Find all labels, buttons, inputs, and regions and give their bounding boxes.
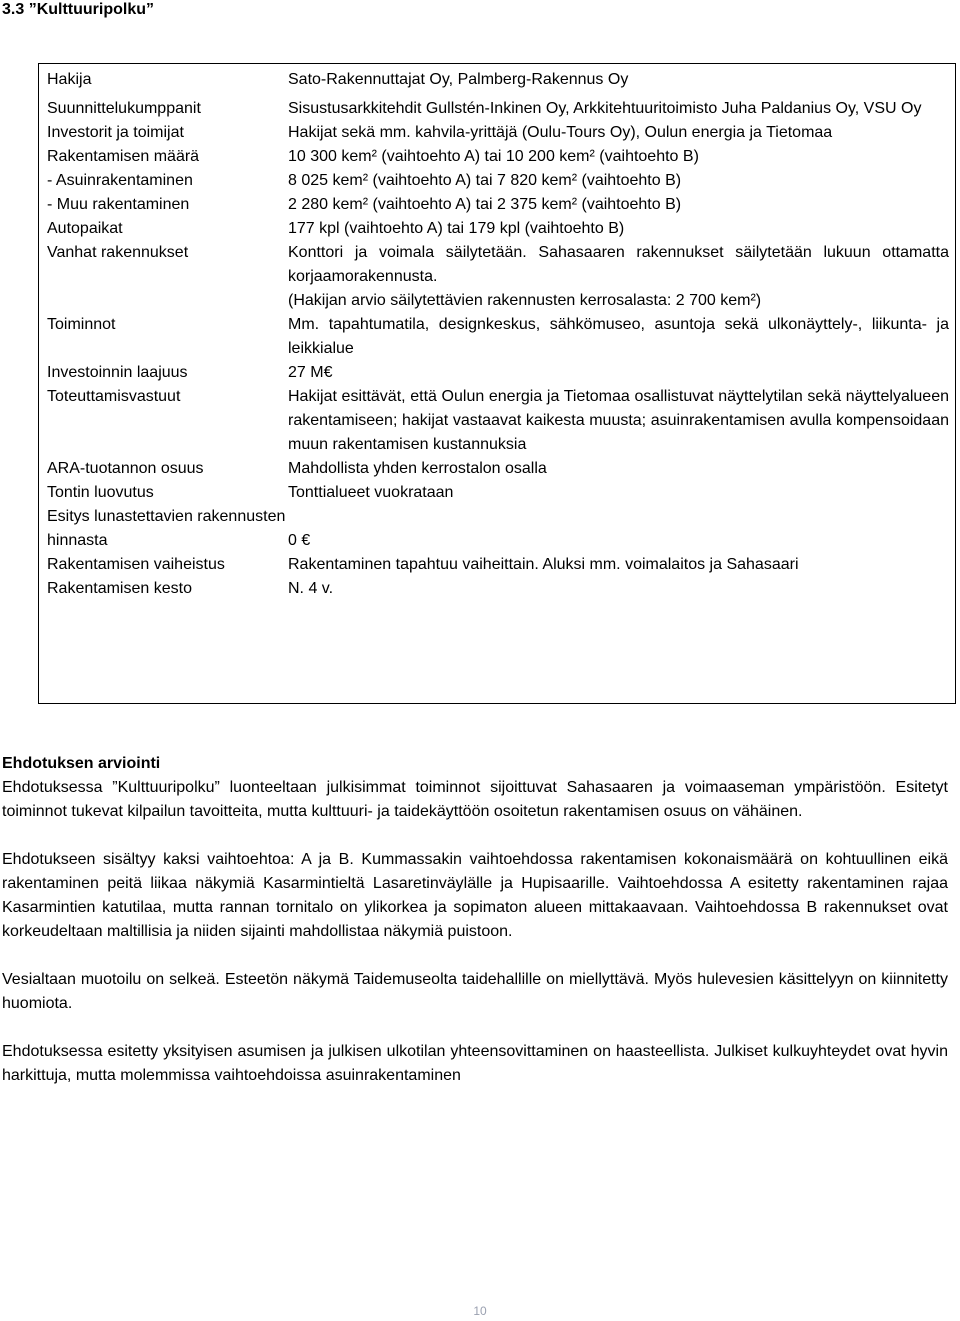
- row-label: Rakentamisen vaiheistus: [47, 556, 225, 573]
- row-label: Hakija: [47, 71, 92, 88]
- table-row: [47, 169, 949, 193]
- row-value-text: Konttori ja voimala säilytetään. Sahasaaren rakennukset säilytetään lukuun ottamatta korjaamorakennusta.: [288, 244, 949, 285]
- evaluation-paragraph: Ehdotukseen sisältyy kaksi vaihtoehtoa: A ja B. Kummassakin vaihtoehdossa rakentamisen kokonaismäärä on kohtuullinen eikä rakentaminen peitä liikaa näkymiä Kasarmintieltä Lasaretinväylälle ja Hupisaarille. Vaihtoehdossa A esitetty rakentaminen rajaa Kasarmintien katutilaa, mutta rannan tornitalo on ylikorkea ja sopimaton alueen mittakaavaan. Vaihtoehdossa B rakennukset ovat korkeudeltaan maltillisia ja niiden sijainti mahdollistaa näkymiä puistoon.: [2, 851, 948, 940]
- row-value: 10 300 kem² (vaihtoehto A) tai 10 200 kem² (vaihtoehto B): [288, 148, 699, 165]
- row-label: Investoinnin laajuus: [47, 364, 188, 381]
- table-row: [47, 68, 949, 97]
- row-label: Suunnittelukumppanit: [47, 100, 201, 117]
- row-label: ARA-tuotannon osuus: [47, 460, 204, 477]
- evaluation-paragraph: Ehdotuksessa esitetty yksityisen asumisen ja julkisen ulkotilan yhteensovittaminen on haasteellista. Julkiset kulkuyhteydet ovat hyvin harkittuja, mutta molemmissa vaihtoehdoissa asuinrakentaminen: [2, 1043, 948, 1084]
- table-row: [47, 481, 949, 505]
- table-row: [47, 193, 949, 217]
- table-row: [47, 457, 949, 481]
- table-row: [47, 313, 949, 361]
- table-row: [47, 217, 949, 241]
- proposal-info-box: [38, 63, 956, 704]
- row-label: - Muu rakentaminen: [47, 196, 190, 213]
- row-label: Investorit ja toimijat: [47, 124, 184, 141]
- row-value: N. 4 v.: [288, 580, 334, 597]
- section-title: 3.3 ”Kulttuuripolku”: [2, 1, 154, 18]
- row-label: - Asuinrakentaminen: [47, 172, 193, 189]
- row-label: Rakentamisen määrä: [47, 148, 200, 165]
- row-label: Esitys lunastettavien rakennusten hinnasta: [47, 508, 286, 549]
- row-value: [288, 241, 949, 313]
- row-label: Toiminnot: [47, 316, 116, 333]
- table-row: [47, 385, 949, 457]
- row-value: 2 280 kem² (vaihtoehto A) tai 2 375 kem² (vaihtoehto B): [288, 196, 682, 213]
- row-value: 8 025 kem² (vaihtoehto A) tai 7 820 kem² (vaihtoehto B): [288, 172, 682, 189]
- row-label: Toteuttamisvastuut: [47, 388, 181, 405]
- row-value: Hakijat sekä mm. kahvila-yrittäjä (Oulu-Tours Oy), Oulun energia ja Tietomaa: [288, 124, 833, 141]
- table-row: [47, 145, 949, 169]
- row-value: 0 €: [288, 532, 311, 549]
- table-row: [47, 577, 949, 601]
- row-value: Rakentaminen tapahtuu vaiheittain. Aluksi mm. voimalaitos ja Sahasaari: [288, 556, 799, 573]
- table-row: [47, 505, 949, 553]
- row-label: Autopaikat: [47, 220, 123, 237]
- row-label: Tontin luovutus: [47, 484, 154, 501]
- row-value: 177 kpl (vaihtoehto A) tai 179 kpl (vaihtoehto B): [288, 220, 625, 237]
- evaluation-heading: Ehdotuksen arviointi: [2, 755, 161, 772]
- table-row: [47, 121, 949, 145]
- row-value: Sisustusarkkitehdit Gullstén-Inkinen Oy, Arkkitehtuuritoimisto Juha Paldanius Oy, VSU Oy: [288, 100, 922, 117]
- row-value: Hakijat esittävät, että Oulun energia ja Tietomaa osallistuvat näyttelytilan sekä näyttelyalueen rakentamiseen; hakijat vastaavat kaikesta muusta; asuinrakentamisen avulla kompensoidaan muun rakentamisen kustannuksia: [288, 388, 949, 453]
- proposal-info-table: [47, 68, 949, 601]
- row-value: Sato-Rakennuttajat Oy, Palmberg-Rakennus Oy: [288, 71, 629, 88]
- row-value: Mahdollista yhden kerrostalon osalla: [288, 460, 547, 477]
- table-row: [47, 553, 949, 577]
- row-label: Vanhat rakennukset: [47, 244, 189, 261]
- table-row: [47, 361, 949, 385]
- evaluation-paragraph: Ehdotuksessa ”Kulttuuripolku” luonteeltaan julkisimmat toiminnot sijoittuvat Sahasaaren ja voimaaseman ympäristöön. Esitetyt toiminnot tukevat kilpailun tavoitteita, mutta kulttuuri- ja taidekäyttöön osoitetun rakentamisen osuus on vähäinen.: [2, 779, 948, 820]
- evaluation-section: [2, 752, 948, 1112]
- row-label: Rakentamisen kesto: [47, 580, 192, 597]
- table-row: [47, 97, 949, 121]
- row-value: 27 M€: [288, 364, 333, 381]
- row-value: Tonttialueet vuokrataan: [288, 484, 454, 501]
- row-value-note: (Hakijan arvio säilytettävien rakennusten kerrosalasta: 2 700 kem²): [288, 292, 762, 309]
- table-row: [47, 241, 949, 313]
- evaluation-paragraph: Vesialtaan muotoilu on selkeä. Esteetön näkymä Taidemuseolta taidehallille on miellyttävä. Myös hulevesien käsittelyyn on kiinnitetty huomiota.: [2, 971, 948, 1012]
- row-value: Mm. tapahtumatila, designkeskus, sähkömuseo, asuntoja sekä ulkonäyttely-, liikunta- ja leikkialue: [288, 316, 949, 357]
- page-number: 10: [473, 1304, 487, 1318]
